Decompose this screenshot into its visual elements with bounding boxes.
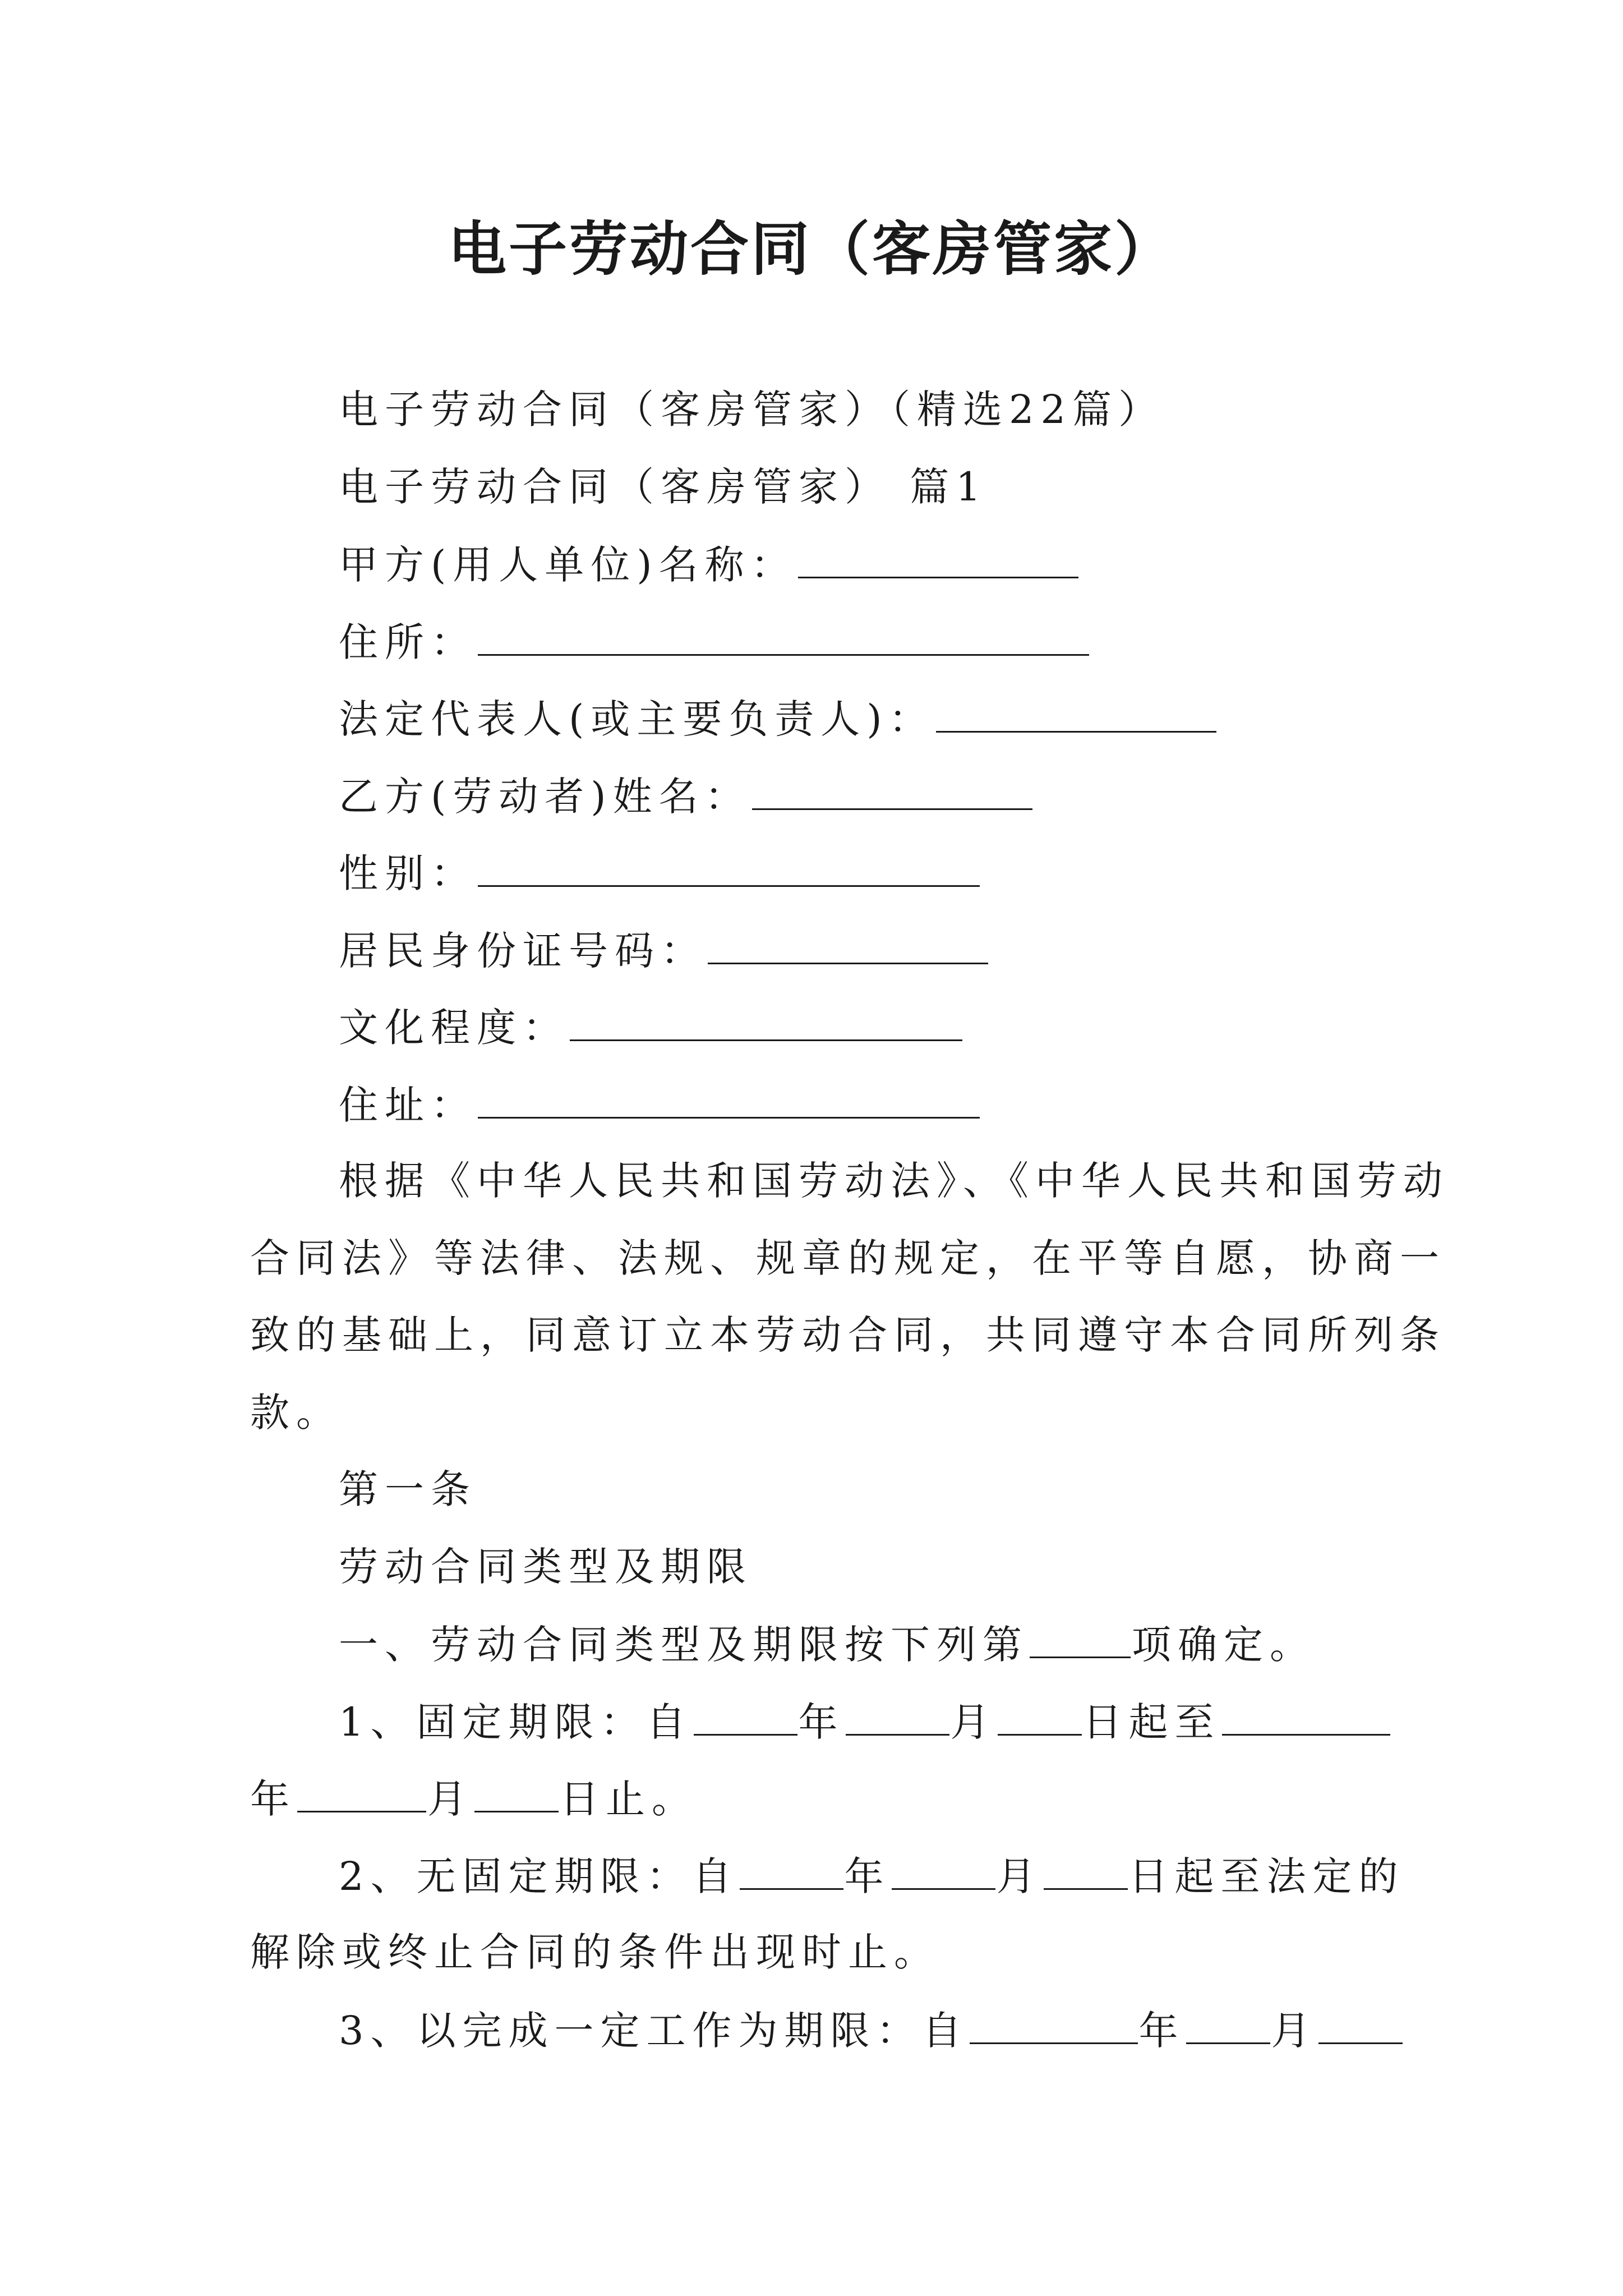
intro-line-4: 款。 xyxy=(250,1389,342,1435)
field-label: 法定代表人(或主要负责人)： xyxy=(339,696,935,742)
item-text: 日起至法定的 xyxy=(1128,1853,1405,1899)
field-label: 甲方(用人单位)名称： xyxy=(339,542,797,588)
blank-line xyxy=(474,1778,559,1812)
blank-line xyxy=(740,1856,843,1890)
blank-line xyxy=(708,930,988,964)
article-1-item-2-cont: 解除或终止合同的条件出现时止。 xyxy=(250,1929,940,1975)
blank-line xyxy=(1318,2010,1403,2044)
blank-line xyxy=(970,2010,1138,2044)
blank-line xyxy=(846,1701,949,1736)
item-text: 项确定。 xyxy=(1132,1622,1316,1668)
field-party-a-name xyxy=(339,542,1080,588)
document-title: 电子劳动合同（客房管家） xyxy=(448,215,1175,283)
blank-line xyxy=(570,1007,962,1041)
blank-line xyxy=(1222,1701,1390,1736)
item-text: 1、固定期限：自 xyxy=(339,1699,693,1745)
article-1-item-1 xyxy=(339,1699,1391,1745)
item-text: 月 xyxy=(996,1853,1043,1899)
field-legal-rep xyxy=(339,696,1218,742)
field-education xyxy=(339,1005,963,1051)
intro-line-3: 致的基础上，同意订立本劳动合同，共同遵守本合同所列条 xyxy=(250,1312,1446,1358)
blank-line xyxy=(1186,2010,1270,2044)
blank-line xyxy=(892,1856,995,1890)
item-text: 月 xyxy=(1271,2008,1317,2054)
field-id-number xyxy=(339,928,989,974)
blank-line xyxy=(1030,1624,1131,1658)
item-text: 日止。 xyxy=(560,1776,698,1822)
blank-line xyxy=(1044,1856,1128,1890)
article-1-item-3 xyxy=(339,2008,1404,2054)
article-1-heading: 劳动合同类型及期限 xyxy=(339,1544,753,1590)
blank-line xyxy=(752,776,1032,810)
field-address xyxy=(339,619,1090,665)
field-party-b-name xyxy=(339,774,1034,820)
item-text: 月 xyxy=(950,1699,997,1745)
document-subtitle: 电子劳动合同（客房管家）（精选22篇） xyxy=(339,386,1165,432)
article-1-item-1-cont xyxy=(250,1776,698,1822)
field-gender xyxy=(339,850,981,896)
intro-line-1: 根据《中华人民共和国劳动法》、《中华人民共和国劳动 xyxy=(339,1158,1449,1204)
item-text: 年 xyxy=(844,1853,891,1899)
blank-line xyxy=(478,1084,980,1119)
field-label: 住址： xyxy=(339,1082,477,1128)
field-label: 居民身份证号码： xyxy=(339,928,707,974)
article-1-item-0 xyxy=(339,1622,1316,1668)
item-text: 2、无固定期限：自 xyxy=(339,1853,739,1899)
item-text: 月 xyxy=(427,1776,473,1822)
article-1-label: 第一条 xyxy=(339,1466,477,1512)
item-text: 一、劳动合同类型及期限按下列第 xyxy=(339,1622,1029,1668)
field-label: 文化程度： xyxy=(339,1005,569,1051)
field-label: 住所： xyxy=(339,619,477,665)
blank-line xyxy=(478,853,980,887)
blank-line xyxy=(478,622,1089,656)
blank-line xyxy=(694,1701,797,1736)
field-label: 乙方(劳动者)姓名： xyxy=(339,774,751,820)
item-text: 3、以完成一定工作为期限：自 xyxy=(339,2008,969,2054)
blank-line xyxy=(297,1778,426,1812)
item-text: 年 xyxy=(250,1776,296,1822)
section-heading: 电子劳动合同（客房管家） 篇1 xyxy=(339,464,988,510)
item-text: 年 xyxy=(1138,2008,1185,2054)
blank-line xyxy=(936,698,1216,733)
intro-line-2: 合同法》等法律、法规、规章的规定，在平等自愿，协商一 xyxy=(250,1235,1446,1281)
field-residence xyxy=(339,1082,981,1128)
article-1-item-2 xyxy=(339,1853,1405,1899)
field-label: 性别： xyxy=(339,850,477,896)
blank-line xyxy=(798,544,1078,578)
item-text: 年 xyxy=(798,1699,845,1745)
blank-line xyxy=(998,1701,1082,1736)
item-text: 日起至 xyxy=(1082,1699,1221,1745)
